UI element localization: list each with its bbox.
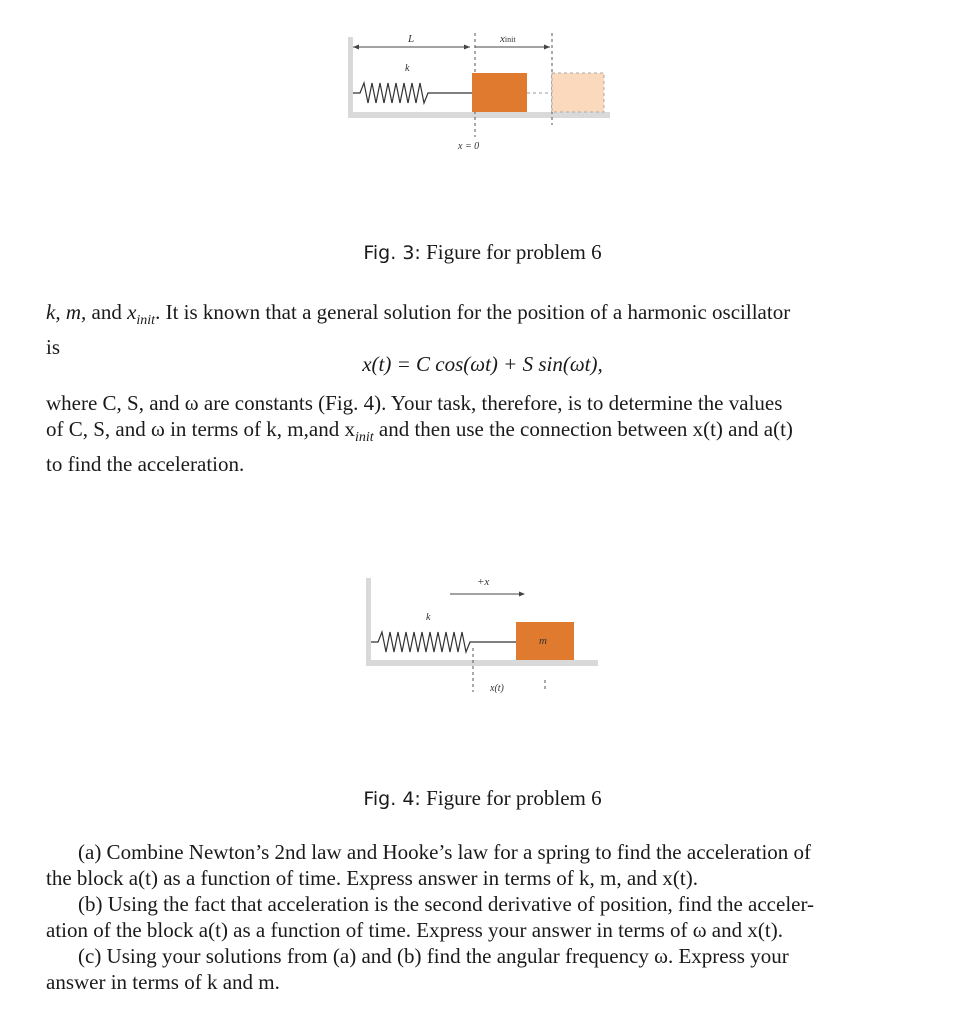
floor: [348, 112, 610, 118]
length-label: L: [408, 33, 415, 45]
spring-label: k: [405, 63, 410, 74]
equation: x(t) = C cos(ωt) + S sin(ωt),: [362, 352, 603, 376]
mass-label: m: [539, 635, 547, 647]
direction-label: +x: [477, 576, 490, 588]
figure-4-caption: Fig. 4: Figure for problem 6: [363, 786, 602, 810]
floor: [366, 660, 598, 666]
origin-label: x = 0: [458, 141, 480, 152]
where-paragraph: where C, S, and ω are constants (Fig. 4). Your task, therefore, is to determine the values of C, S, and ω in terms of k, m,and $x_{init}$ and then use the connection between x(t) and a(t) to find the acceleration.: [46, 391, 793, 477]
displacement-label: xinit: [500, 33, 516, 45]
figure-4-diagram: [360, 570, 610, 700]
figure-3-diagram: [340, 25, 620, 155]
part-b: (b) Using the fact that acceleration is the second derivative of position, find the acceler- ation of the block a(t) as a function of time. Express your answer in terms of ω and x(t).: [46, 892, 815, 942]
problem-parts: [46, 839, 914, 995]
block: [472, 73, 527, 112]
part-a: (a) Combine Newton’s 2nd law and Hooke’s law for a spring to find the acceleration of the block a(t) as a function of time. Express answer in terms of k, m, and x(t).: [46, 840, 812, 890]
intro-paragraph: k, m, and $x_{init}$. It is known that a general solution for the position of a harmonic oscillator is: [46, 300, 791, 360]
position-label: x(t): [490, 683, 504, 694]
spring: [371, 632, 516, 652]
wall: [348, 37, 353, 117]
figure-3-caption: Fig. 3: Figure for problem 6: [363, 240, 602, 264]
part-c: (c) Using your solutions from (a) and (b) find the angular frequency ω. Express your answer in terms of k and m.: [46, 944, 789, 994]
wall: [366, 578, 371, 666]
ghost-block: [552, 73, 604, 112]
spring-label: k: [426, 612, 431, 623]
spring: [353, 83, 472, 103]
